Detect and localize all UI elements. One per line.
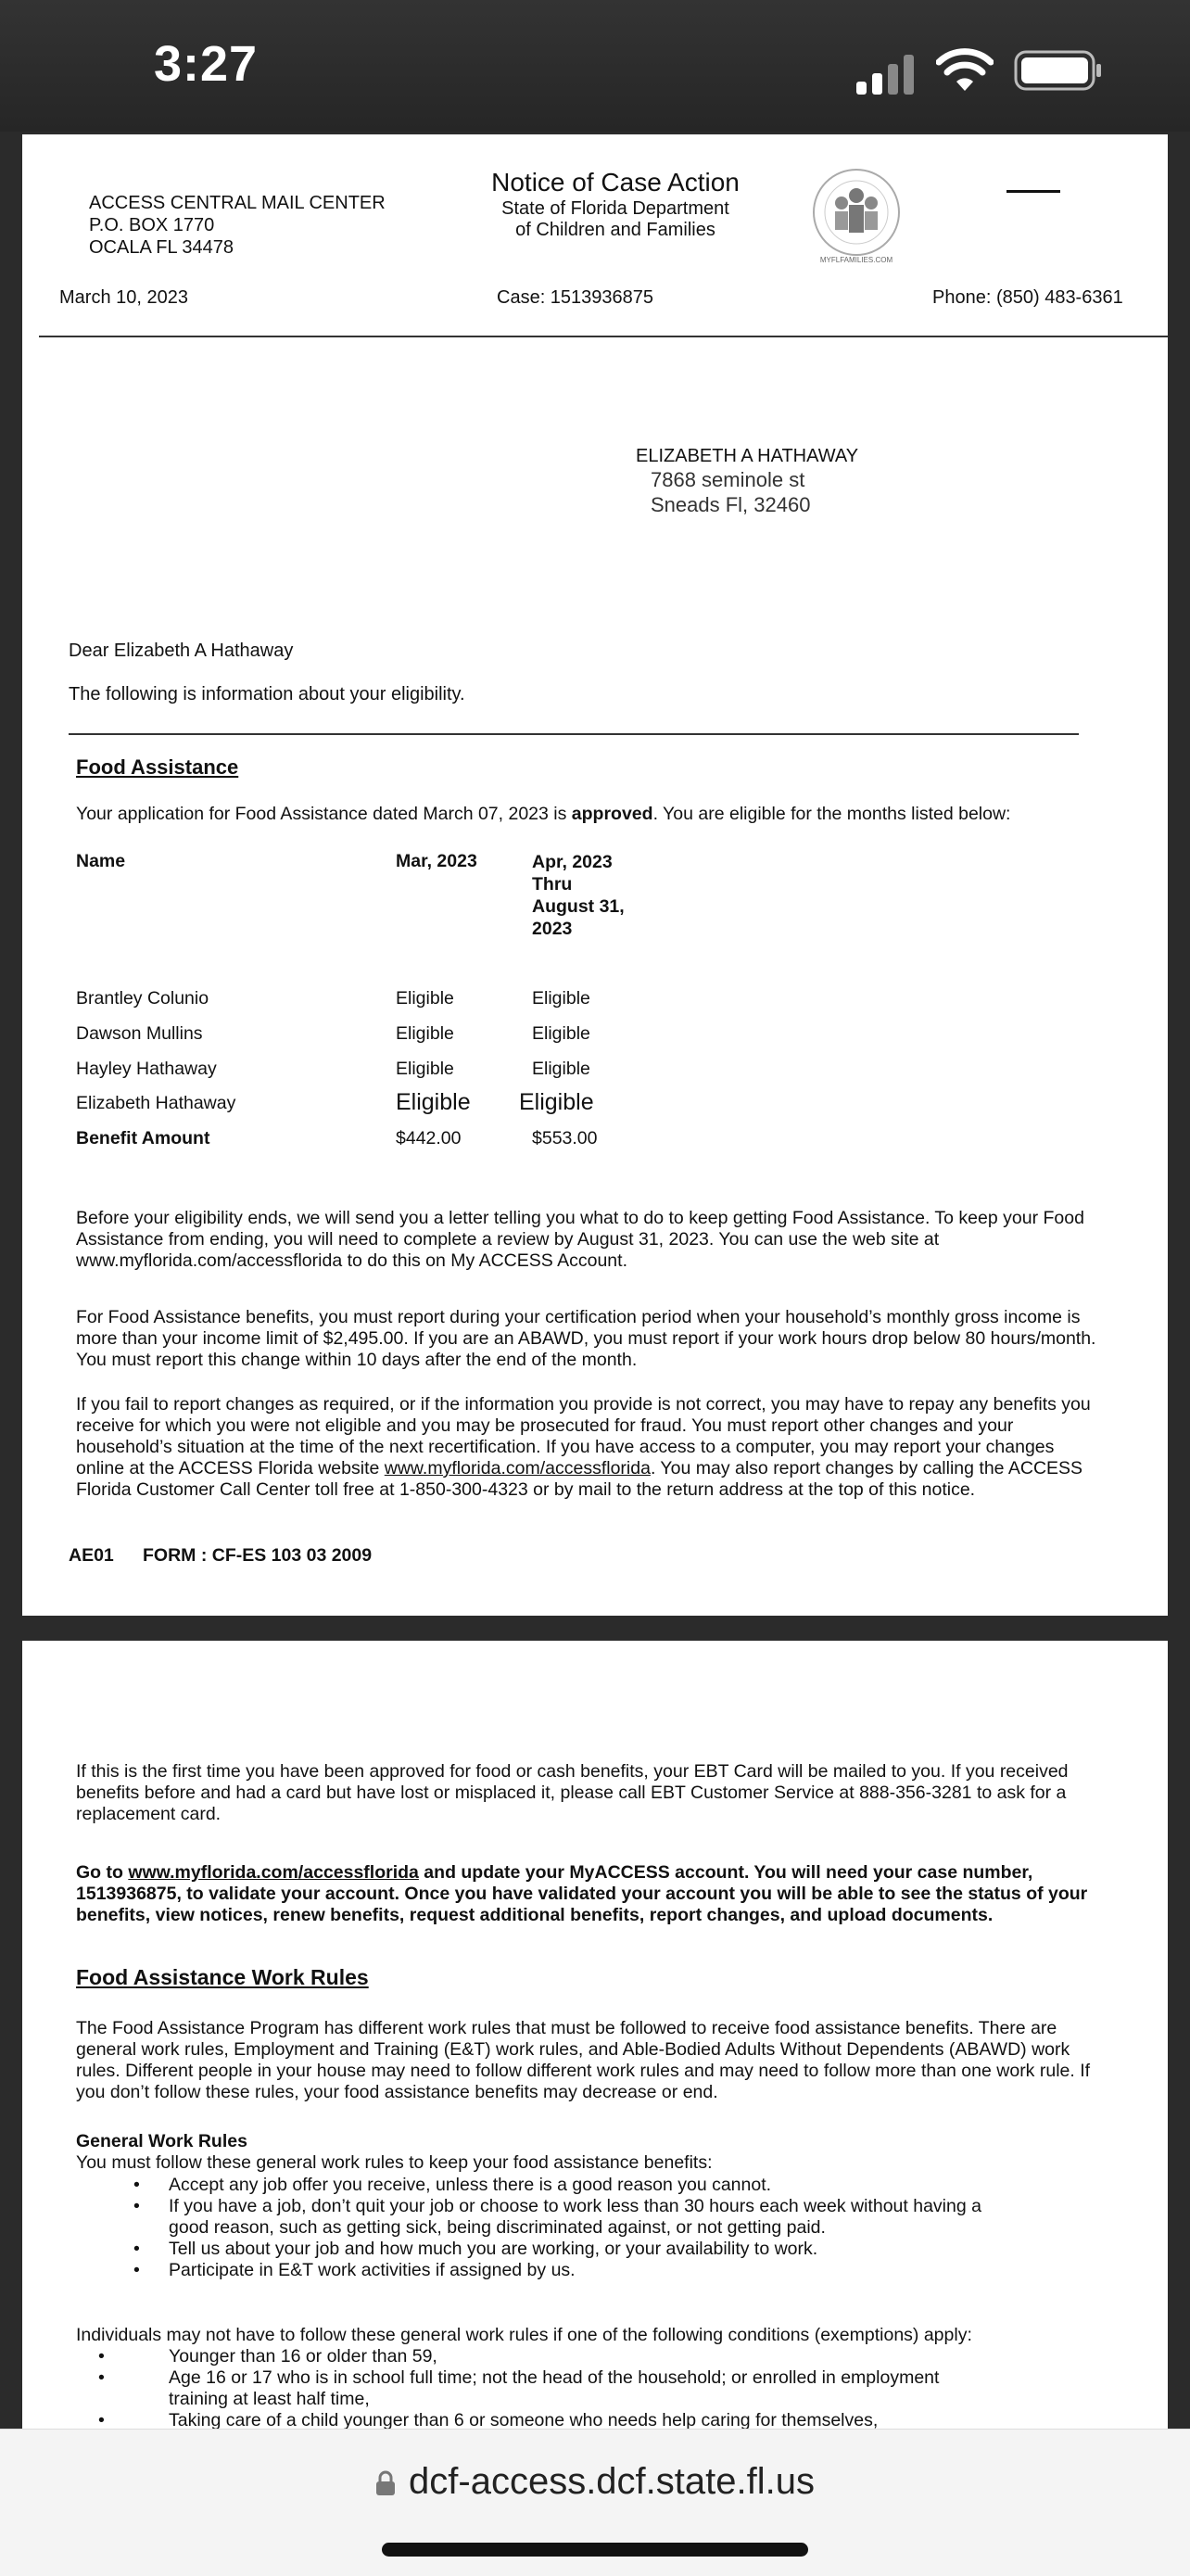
eligibility-march: Eligible — [396, 1023, 454, 1044]
table-header-april-august — [532, 851, 625, 940]
wifi-icon — [936, 48, 994, 93]
status-bar — [0, 0, 1190, 132]
sender-line: OCALA FL 34478 — [89, 237, 234, 258]
list-item: • If you have a job, don’t quit your job or choose to work less than 30 hours each week without having a good reason, such as getting sick, being discriminated against, or not getting paid. — [76, 2196, 984, 2239]
table-header-line: Thru — [532, 874, 573, 895]
browser-bottom-bar — [0, 2429, 1190, 2576]
table-header-line: Apr, 2023 — [532, 852, 613, 872]
recipient-city: Sneads Fl, 32460 — [651, 493, 811, 516]
benefit-amount-label: Benefit Amount — [76, 1128, 210, 1148]
recipient-street: 7868 seminole st — [651, 468, 805, 491]
dcf-seal-logo — [808, 164, 905, 266]
work-rules-title: Food Assistance Work Rules — [76, 1965, 369, 1989]
general-work-rules-title: General Work Rules — [76, 2131, 247, 2151]
member-name: Hayley Hathaway — [76, 1059, 217, 1079]
address-bar[interactable] — [0, 2461, 1190, 2503]
list-item: • Accept any job offer you receive, unless there is a good reason you cannot. — [76, 2175, 984, 2196]
battery-icon — [1014, 50, 1103, 91]
myaccess-text-end: and update your MyACCESS account. You will need your case number, 1513936875, to validate your account. Once you have validated your account you will be able to see the status of your benefits, view notices, renew benefits, request additional benefits, report changes, and upload documents. — [76, 1862, 1088, 1925]
notice-page-1 — [22, 134, 1168, 1616]
table-header-name: Name — [76, 851, 126, 871]
eligibility-apr-aug: Eligible — [519, 1089, 594, 1115]
home-indicator[interactable] — [382, 2543, 808, 2557]
review-paragraph: Before your eligibility ends, we will send you a letter telling you what to do to keep getting Food Assistance. To keep your Food Assistance from ending, you will need to complete a review by August 31, 2023. You can use the web site at www.myflorida.com/accessflorida to do this on My ACCESS Account. — [76, 1208, 1084, 1271]
list-item: • Tell us about your job and how much you are working, or your availability to work. — [76, 2239, 984, 2260]
general-work-rules-intro: You must follow these general work rules to keep your food assistance benefits: — [76, 2152, 713, 2173]
seal-text: MYFLFAMILIES.COM — [819, 256, 893, 264]
notice-page-2 — [22, 1641, 1168, 2429]
case-number: Case: 1513936875 — [497, 287, 654, 308]
department-line: State of Florida Department — [501, 198, 729, 219]
member-name: Elizabeth Hathaway — [76, 1093, 236, 1113]
approval-text-start: Your application for Food Assistance dated March 07, 2023 is — [76, 804, 572, 824]
work-rules-paragraph: The Food Assistance Program has different work rules that must be followed to receive food assistance benefits. There are general work rules, Employment and Training (E&T) work rules, and Able-Bodied Adults Without Dependents (ABAWD) work rules. Different people in your house may need to follow different work rules and may need to follow more than one work rule. If you don’t follow these rules, your food assistance benefits may decrease or end. — [76, 2018, 1091, 2102]
approval-text-end: . You are eligible for the months listed below: — [652, 804, 1011, 824]
header-dash — [1006, 190, 1060, 193]
benefit-amount-march: $442.00 — [396, 1128, 462, 1148]
sender-address — [89, 192, 386, 259]
cellular-signal-icon — [856, 54, 921, 95]
intro-text: The following is information about your eligibility. — [69, 684, 465, 704]
list-item: • Age 16 or 17 who is in school full time; not the head of the household; or enrolled in employment training at least half time, — [76, 2367, 1003, 2410]
table-header-march: Mar, 2023 — [396, 851, 477, 871]
eligibility-march: Eligible — [396, 988, 454, 1009]
income-reporting-paragraph: For Food Assistance benefits, you must report during your certification period when your household’s monthly gross income is more than your income limit of $2,495.00. If you are an ABAWD, you must report if your work hours drop below 80 hours/month. You must report this change within 10 days after the end of the month. — [76, 1307, 1096, 1370]
form-id: FORM : CF-ES 103 03 2009 — [143, 1545, 373, 1566]
list-item: • Participate in E&T work activities if assigned by us. — [76, 2260, 984, 2281]
recipient-name: ELIZABETH A HATHAWAY — [636, 446, 859, 466]
form-code: AE01 — [69, 1545, 114, 1566]
notice-title: Notice of Case Action — [491, 168, 740, 197]
greeting: Dear Elizabeth A Hathaway — [69, 641, 294, 661]
table-header-line: 2023 — [532, 919, 573, 939]
eligibility-apr-aug: Eligible — [532, 1023, 590, 1044]
section-title-food-assistance: Food Assistance — [76, 755, 239, 779]
table-header-line: August 31, — [532, 896, 625, 917]
phone-number: Phone: (850) 483-6361 — [932, 287, 1123, 308]
list-item: • Taking care of a child younger than 6 or someone who needs help caring for themselves, — [76, 2410, 1003, 2429]
sender-line: ACCESS CENTRAL MAIL CENTER — [89, 193, 386, 213]
eligibility-march: Eligible — [396, 1089, 471, 1115]
myaccess-paragraph — [76, 1862, 1105, 1926]
lock-icon — [375, 2470, 396, 2496]
exemptions-list — [76, 2346, 1003, 2429]
changes-text-end: . You may also report changes by calling the ACCESS Florida Customer Call Center toll free at 1-850-300-4323 or by mail to the return address at the top of this notice. — [76, 1458, 1083, 1500]
accessflorida-link[interactable]: www.myflorida.com/accessflorida — [128, 1862, 419, 1883]
exemptions-intro: Individuals may not have to follow these general work rules if one of the following conditions (exemptions) apply: — [76, 2325, 972, 2345]
benefit-amount-apr-aug: $553.00 — [532, 1128, 598, 1148]
eligibility-apr-aug: Eligible — [532, 1059, 590, 1079]
recipient-address — [636, 445, 858, 517]
department-line: of Children and Families — [515, 220, 715, 240]
header-rule — [39, 336, 1168, 337]
notice-date: March 10, 2023 — [59, 287, 188, 308]
approval-text — [76, 803, 1010, 825]
general-rules-list — [76, 2175, 984, 2281]
sender-line: P.O. BOX 1770 — [89, 215, 215, 235]
accessflorida-link[interactable]: www.myflorida.com/accessflorida — [384, 1458, 651, 1478]
list-item: • Younger than 16 or older than 59, — [76, 2346, 1003, 2367]
section-rule — [69, 733, 1079, 735]
eligibility-apr-aug: Eligible — [532, 988, 590, 1009]
status-time: 3:27 — [154, 36, 259, 92]
ebt-card-paragraph: If this is the first time you have been approved for food or cash benefits, your EBT Card will be mailed to you. If you received benefits before and had a card but have lost or misplaced it, please call EBT Customer Service at 888-356-3281 to ask for a replacement card. — [76, 1761, 1069, 1824]
member-name: Brantley Colunio — [76, 988, 209, 1009]
member-name: Dawson Mullins — [76, 1023, 203, 1044]
notice-header — [467, 167, 764, 241]
changes-text-start: If you fail to report changes as required, or if the information you provide is not correct, you may have to repay any benefits you receive for which you were not eligible and you may be prosecuted for fraud. You must report other changes and your household’s situation at the time of the next recertification. If you have access to a computer, you may report your changes online at the ACCESS Florida website — [76, 1394, 1091, 1478]
eligibility-march: Eligible — [396, 1059, 454, 1079]
changes-paragraph — [76, 1394, 1105, 1501]
approval-status: approved — [571, 804, 653, 824]
myaccess-text-start: Go to — [76, 1862, 129, 1883]
url-text: dcf-access.dcf.state.fl.us — [409, 2461, 815, 2502]
